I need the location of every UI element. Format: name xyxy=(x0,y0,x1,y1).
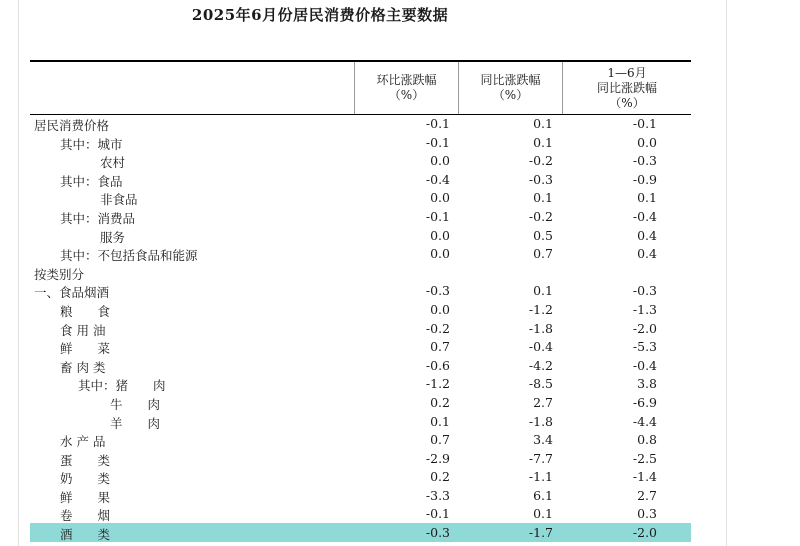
data-table-body xyxy=(30,114,691,542)
table-row xyxy=(30,244,691,263)
row-label: 其中：猪 肉 xyxy=(78,378,166,394)
row-label: 蛋 类 xyxy=(60,452,111,468)
table-row xyxy=(30,114,691,133)
header-mom xyxy=(355,62,458,114)
header-mom-title: 环比涨跌幅 xyxy=(376,73,437,87)
mom-value: 0.2 xyxy=(430,469,450,485)
ytd-value: -0.3 xyxy=(632,283,657,299)
table-row xyxy=(30,263,691,282)
row-label: 粮 食 xyxy=(60,303,111,319)
row-label: 羊 肉 xyxy=(110,415,161,431)
ytd-value: -0.9 xyxy=(632,171,657,187)
ytd-value: -0.3 xyxy=(632,153,657,169)
header-ytd xyxy=(563,62,691,114)
table-row xyxy=(30,151,691,170)
table-row xyxy=(30,449,691,468)
table-row xyxy=(30,393,691,412)
header-ytd-period: 1—6月 xyxy=(607,65,647,80)
ytd-value: -2.5 xyxy=(632,450,657,466)
yoy-value: 0.1 xyxy=(533,116,553,131)
row-label: 鲜 果 xyxy=(60,489,111,505)
page-title: 2025年6月份居民消费价格主要数据 xyxy=(191,6,449,24)
header-yoy xyxy=(459,62,562,114)
yoy-value: -0.2 xyxy=(528,208,553,224)
ytd-value: 0.3 xyxy=(637,506,657,522)
mom-value: 0.0 xyxy=(430,153,450,169)
table-row xyxy=(30,430,691,449)
row-label: 鲜 菜 xyxy=(60,341,111,357)
mom-value: -0.1 xyxy=(425,208,450,224)
ytd-value: 0.4 xyxy=(637,227,657,243)
yoy-value: 3.4 xyxy=(533,432,553,448)
table-row xyxy=(30,486,691,505)
row-label: 其中：食品 xyxy=(60,173,123,189)
row-label: 服务 xyxy=(100,229,126,245)
yoy-value: 0.1 xyxy=(533,134,553,150)
table-row xyxy=(30,374,691,393)
ytd-value: -2.0 xyxy=(632,320,657,336)
mom-value: -0.3 xyxy=(425,525,450,541)
header-ytd-unit: （%） xyxy=(609,95,645,110)
ytd-value: -0.4 xyxy=(632,208,657,224)
yoy-value: 6.1 xyxy=(533,487,553,503)
table-row xyxy=(30,504,691,523)
mom-value: -2.9 xyxy=(425,450,450,466)
mom-value: 0.0 xyxy=(430,190,450,206)
header-yoy-title: 同比涨跌幅 xyxy=(480,73,541,87)
row-label: 畜 肉 类 xyxy=(60,359,106,375)
header-ytd-title: 同比涨跌幅 xyxy=(596,80,657,95)
table-row xyxy=(30,523,691,542)
yoy-value: -8.5 xyxy=(528,376,553,392)
row-label: 居民消费价格 xyxy=(34,118,110,133)
ytd-value: -1.4 xyxy=(632,469,657,485)
row-label: 酒 类 xyxy=(60,527,111,543)
yoy-value: -1.1 xyxy=(528,469,553,485)
yoy-value: -0.2 xyxy=(528,153,553,169)
row-label: 卷 烟 xyxy=(60,508,111,524)
table-row xyxy=(30,170,691,189)
table-row xyxy=(30,133,691,152)
yoy-value: -4.2 xyxy=(528,357,553,373)
row-label: 其中：消费品 xyxy=(60,210,136,226)
ytd-value: 0.8 xyxy=(637,432,657,448)
mom-value: 0.7 xyxy=(430,339,450,355)
yoy-value: 0.7 xyxy=(533,246,553,262)
row-label: 按类别分 xyxy=(34,266,85,282)
yoy-value: 0.5 xyxy=(533,227,553,243)
row-label: 其中：城市 xyxy=(60,136,123,152)
mom-value: -0.1 xyxy=(425,116,450,131)
ytd-value: -1.3 xyxy=(632,301,657,317)
yoy-value: -1.8 xyxy=(528,413,553,429)
table-row xyxy=(30,467,691,486)
row-label: 其中：不包括食品和能源 xyxy=(60,248,198,264)
table-row xyxy=(30,188,691,207)
mom-value: -3.3 xyxy=(425,487,450,503)
mom-value: -0.6 xyxy=(425,357,450,373)
table-row xyxy=(30,281,691,300)
row-label: 食 用 油 xyxy=(60,322,106,338)
table-row xyxy=(30,412,691,431)
table-row xyxy=(30,356,691,375)
row-label: 牛 肉 xyxy=(110,396,161,412)
yoy-value: -1.7 xyxy=(528,525,553,541)
yoy-value: -1.2 xyxy=(528,301,553,317)
yoy-value: 0.1 xyxy=(533,190,553,206)
mom-value: -0.4 xyxy=(425,171,450,187)
row-label: 农村 xyxy=(100,155,126,171)
table-row xyxy=(30,226,691,245)
yoy-value: 2.7 xyxy=(533,394,553,410)
mom-value: 0.2 xyxy=(430,394,450,410)
header-mom-unit: （%） xyxy=(388,88,425,102)
table-row xyxy=(30,300,691,319)
header-yoy-unit: （%） xyxy=(492,88,529,102)
ytd-value: -0.1 xyxy=(632,116,657,131)
mom-value: -0.1 xyxy=(425,134,450,150)
yoy-value: -0.4 xyxy=(528,339,553,355)
yoy-value: -7.7 xyxy=(528,450,553,466)
mom-value: -0.1 xyxy=(425,506,450,522)
mom-value: 0.7 xyxy=(430,432,450,448)
ytd-value: 2.7 xyxy=(637,487,657,503)
ytd-value: 0.4 xyxy=(637,246,657,262)
mom-value: 0.0 xyxy=(430,227,450,243)
yoy-value: -1.8 xyxy=(528,320,553,336)
row-label: 水 产 品 xyxy=(60,434,106,450)
yoy-value: 0.1 xyxy=(533,506,553,522)
ytd-value: -0.4 xyxy=(632,357,657,373)
table-row xyxy=(30,207,691,226)
table-row xyxy=(30,337,691,356)
ytd-value: -4.4 xyxy=(632,413,657,429)
mom-value: 0.0 xyxy=(430,301,450,317)
table-row xyxy=(30,319,691,338)
ytd-value: 3.8 xyxy=(637,376,657,392)
row-label: 非食品 xyxy=(100,192,138,208)
ytd-value: 0.0 xyxy=(637,134,657,150)
page-left-edge xyxy=(18,0,19,546)
yoy-value: 0.1 xyxy=(533,283,553,299)
ytd-value: -6.9 xyxy=(632,394,657,410)
mom-value: -0.3 xyxy=(425,283,450,299)
mom-value: 0.0 xyxy=(430,246,450,262)
mom-value: 0.1 xyxy=(430,413,450,429)
ytd-value: 0.1 xyxy=(637,190,657,206)
mom-value: -1.2 xyxy=(425,376,450,392)
row-label: 奶 类 xyxy=(60,471,111,487)
mom-value: -0.2 xyxy=(425,320,450,336)
page-right-edge xyxy=(726,0,727,546)
row-label: 一、食品烟酒 xyxy=(34,285,110,301)
ytd-value: -5.3 xyxy=(632,339,657,355)
yoy-value: -0.3 xyxy=(528,171,553,187)
ytd-value: -2.0 xyxy=(632,525,657,541)
